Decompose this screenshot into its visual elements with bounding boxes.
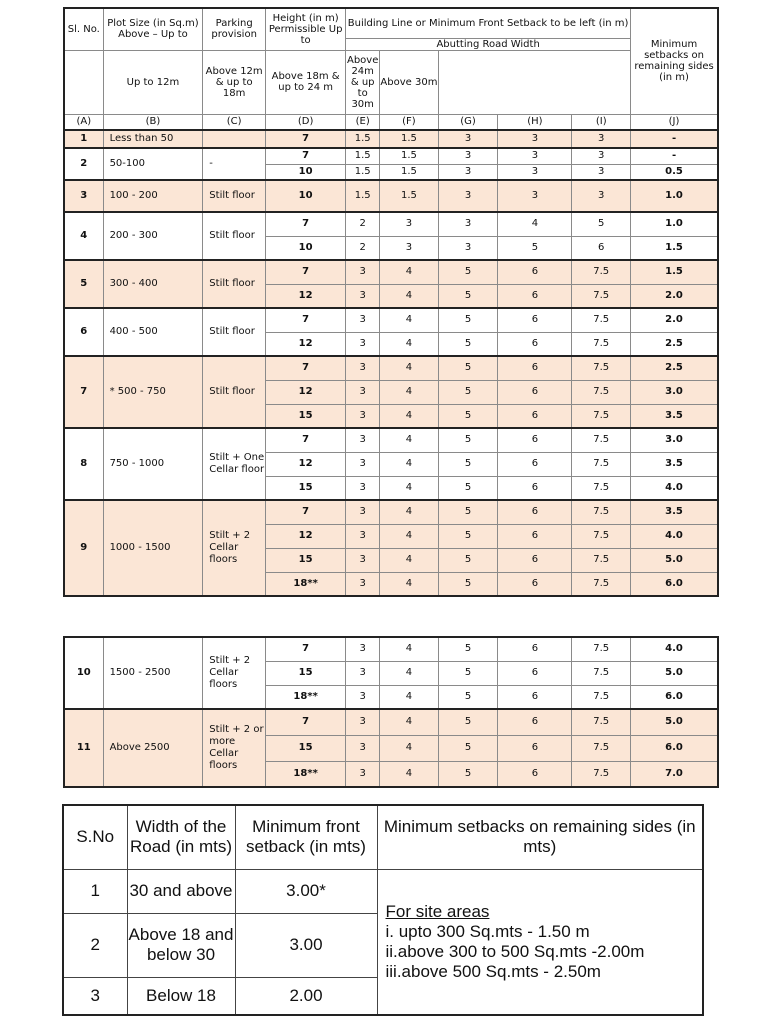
cell-front-setback: 7.5: [572, 685, 631, 709]
setback-table-continued: [63, 636, 719, 788]
cell-front-setback: 5: [572, 212, 631, 236]
cell-front-setback: 4: [380, 761, 439, 787]
row-parking: Stilt floor: [203, 212, 266, 260]
cell-front-setback: 3: [346, 524, 380, 548]
table-row: [64, 637, 718, 661]
cell-front-setback: 7.5: [572, 709, 631, 735]
cell-height: 7: [266, 428, 346, 452]
cell-min-setback: 7.0: [631, 761, 718, 787]
t3-row1-width: 30 and above: [127, 869, 235, 913]
cell-front-setback: 6: [498, 761, 572, 787]
cell-front-setback: 7.5: [572, 380, 631, 404]
cell-min-setback: 1.5: [631, 260, 718, 284]
cell-front-setback: 7.5: [572, 500, 631, 524]
cell-height: 12: [266, 332, 346, 356]
cell-min-setback: 6.0: [631, 735, 718, 761]
cell-height: 18**: [266, 685, 346, 709]
cell-front-setback: 3: [346, 356, 380, 380]
cell-min-setback: 1.5: [631, 236, 718, 260]
cell-min-setback: 3.5: [631, 452, 718, 476]
cell-front-setback: 1.5: [380, 130, 439, 148]
row-parking: Stilt floor: [203, 356, 266, 428]
cell-front-setback: 5: [438, 735, 498, 761]
t3-row1-sno: 1: [63, 869, 127, 913]
row-parking: -: [203, 148, 266, 180]
cell-front-setback: 4: [498, 212, 572, 236]
row-plot-size: 400 - 500: [103, 308, 203, 356]
cell-front-setback: 2: [346, 236, 380, 260]
cell-min-setback: 3.5: [631, 404, 718, 428]
cell-front-setback: 3: [346, 761, 380, 787]
cell-front-setback: 3: [346, 332, 380, 356]
row-plot-size: 50-100: [103, 148, 203, 180]
cell-front-setback: 6: [498, 476, 572, 500]
cell-min-setback: 4.0: [631, 476, 718, 500]
cell-front-setback: 1.5: [346, 130, 380, 148]
cell-front-setback: 4: [380, 356, 439, 380]
cell-front-setback: 5: [438, 761, 498, 787]
cell-min-setback: 6.0: [631, 685, 718, 709]
cell-front-setback: 5: [498, 236, 572, 260]
table-row: [64, 428, 718, 452]
cell-height: 15: [266, 735, 346, 761]
cell-min-setback: 2.5: [631, 356, 718, 380]
cell-front-setback: 5: [438, 428, 498, 452]
cell-front-setback: 5: [438, 380, 498, 404]
cell-front-setback: 4: [380, 637, 439, 661]
cell-front-setback: 5: [438, 524, 498, 548]
cell-height: 7: [266, 500, 346, 524]
cell-height: 18**: [266, 572, 346, 596]
header-col-e: Up to 12m: [103, 50, 203, 114]
cell-front-setback: 1.5: [346, 148, 380, 164]
cell-front-setback: 3: [346, 260, 380, 284]
cell-front-setback: 3: [498, 130, 572, 148]
cell-front-setback: 6: [498, 735, 572, 761]
cell-front-setback: 2: [346, 212, 380, 236]
column-label: (D): [266, 114, 346, 130]
cell-front-setback: 3: [346, 685, 380, 709]
cell-front-setback: 6: [498, 452, 572, 476]
cell-front-setback: 7.5: [572, 308, 631, 332]
cell-front-setback: 5: [438, 452, 498, 476]
cell-front-setback: 7.5: [572, 761, 631, 787]
cell-min-setback: 5.0: [631, 548, 718, 572]
cell-front-setback: 3: [380, 236, 439, 260]
row-plot-size: 300 - 400: [103, 260, 203, 308]
cell-front-setback: 5: [438, 404, 498, 428]
row-plot-size: 200 - 300: [103, 212, 203, 260]
t3-row2-front: 3.00: [235, 913, 377, 977]
row-parking: Stilt floor: [203, 180, 266, 212]
header-col-g: Above 18m & up to 24 m: [266, 50, 346, 114]
header-col-f: Above 12m & up to 18m: [203, 50, 266, 114]
cell-front-setback: 7.5: [572, 548, 631, 572]
table-row: [64, 356, 718, 380]
cell-front-setback: 5: [438, 284, 498, 308]
cell-front-setback: 3: [346, 404, 380, 428]
cell-front-setback: 5: [438, 685, 498, 709]
row-parking: Stilt + One Cellar floor: [203, 428, 266, 500]
column-label: (J): [631, 114, 718, 130]
note-title: For site areas: [385, 901, 490, 921]
cell-front-setback: 4: [380, 572, 439, 596]
header-min-setbacks: Minimum setbacks on remaining sides (in m): [631, 8, 718, 114]
row-serial-number: 7: [64, 356, 103, 428]
t3-row1-front: 3.00*: [235, 869, 377, 913]
cell-height: 7: [266, 212, 346, 236]
cell-height: 7: [266, 308, 346, 332]
cell-front-setback: 6: [498, 332, 572, 356]
column-label: (B): [103, 114, 203, 130]
t3-row2-sno: 2: [63, 913, 127, 977]
cell-front-setback: 3: [572, 164, 631, 180]
header-abutting-road: Abutting Road Width: [346, 38, 631, 50]
row-serial-number: 8: [64, 428, 103, 500]
cell-front-setback: 7.5: [572, 284, 631, 308]
cell-min-setback: 3.5: [631, 500, 718, 524]
cell-front-setback: 6: [498, 404, 572, 428]
cell-front-setback: 5: [438, 356, 498, 380]
cell-front-setback: 6: [498, 380, 572, 404]
cell-height: 15: [266, 548, 346, 572]
row-serial-number: 9: [64, 500, 103, 596]
cell-min-setback: -: [631, 148, 718, 164]
cell-front-setback: 4: [380, 735, 439, 761]
cell-height: 12: [266, 452, 346, 476]
cell-front-setback: 5: [438, 637, 498, 661]
row-serial-number: 2: [64, 148, 103, 180]
column-label: (F): [380, 114, 439, 130]
cell-front-setback: 6: [498, 260, 572, 284]
cell-height: 7: [266, 130, 346, 148]
cell-front-setback: 5: [438, 332, 498, 356]
column-label: (E): [346, 114, 380, 130]
cell-height: 12: [266, 524, 346, 548]
cell-front-setback: 4: [380, 524, 439, 548]
cell-front-setback: 6: [498, 356, 572, 380]
cell-front-setback: 4: [380, 284, 439, 308]
row-plot-size: Above 2500: [103, 709, 203, 787]
row-serial-number: 6: [64, 308, 103, 356]
cell-min-setback: 0.5: [631, 164, 718, 180]
cell-front-setback: 4: [380, 500, 439, 524]
row-serial-number: 11: [64, 709, 103, 787]
cell-height: 7: [266, 356, 346, 380]
cell-front-setback: 4: [380, 452, 439, 476]
table-row: [64, 709, 718, 735]
cell-front-setback: 6: [498, 500, 572, 524]
header-building-line: Building Line or Minimum Front Setback to be left (in m): [346, 8, 631, 38]
cell-front-setback: 1.5: [346, 180, 380, 212]
table-row: [64, 212, 718, 236]
cell-height: 12: [266, 380, 346, 404]
cell-min-setback: 6.0: [631, 572, 718, 596]
cell-front-setback: 3: [498, 164, 572, 180]
cell-front-setback: 4: [380, 308, 439, 332]
cell-min-setback: 5.0: [631, 661, 718, 685]
cell-front-setback: 6: [498, 524, 572, 548]
cell-height: 10: [266, 180, 346, 212]
row-parking: Stilt + 2 or more Cellar floors: [203, 709, 266, 787]
cell-front-setback: 3: [346, 661, 380, 685]
row-serial-number: 1: [64, 130, 103, 148]
table-row: [64, 148, 718, 164]
cell-min-setback: -: [631, 130, 718, 148]
cell-front-setback: 3: [346, 476, 380, 500]
row-plot-size: * 500 - 750: [103, 356, 203, 428]
column-label: (H): [498, 114, 572, 130]
t3-row3-sno: 3: [63, 977, 127, 1015]
cell-front-setback: 6: [498, 685, 572, 709]
cell-front-setback: 3: [346, 637, 380, 661]
header-plot-size: Plot Size (in Sq.m) Above – Up to: [103, 8, 203, 50]
cell-front-setback: 5: [438, 476, 498, 500]
cell-front-setback: 4: [380, 428, 439, 452]
cell-front-setback: 7.5: [572, 452, 631, 476]
t3-header-remaining: Minimum setbacks on remaining sides (in mts): [377, 805, 703, 869]
t3-header-width: Width of the Road (in mts): [127, 805, 235, 869]
table-row: [64, 260, 718, 284]
t3-row2-width: Above 18 and below 30: [127, 913, 235, 977]
header-height: Height (in m) Permissible Up to: [266, 8, 346, 50]
cell-front-setback: 7.5: [572, 356, 631, 380]
cell-front-setback: 4: [380, 709, 439, 735]
cell-height: 15: [266, 661, 346, 685]
cell-front-setback: 3: [346, 428, 380, 452]
cell-front-setback: 4: [380, 476, 439, 500]
cell-front-setback: 3: [346, 380, 380, 404]
cell-front-setback: 3: [572, 130, 631, 148]
note-line-3: iii.above 500 Sq.mts - 2.50m: [385, 961, 601, 981]
row-parking: Stilt floor: [203, 260, 266, 308]
header-col-i: Above 30m: [380, 50, 439, 114]
row-parking: Stilt floor: [203, 308, 266, 356]
row-parking: Stilt + 2 Cellar floors: [203, 637, 266, 709]
cell-min-setback: 1.0: [631, 180, 718, 212]
cell-min-setback: 4.0: [631, 524, 718, 548]
row-serial-number: 5: [64, 260, 103, 308]
cell-front-setback: 6: [572, 236, 631, 260]
header-parking: Parking provision: [203, 8, 266, 50]
cell-front-setback: 3: [346, 308, 380, 332]
cell-front-setback: 3: [498, 180, 572, 212]
cell-front-setback: 1.5: [380, 180, 439, 212]
cell-front-setback: 3: [572, 180, 631, 212]
cell-front-setback: 3: [346, 452, 380, 476]
cell-front-setback: 3: [498, 148, 572, 164]
cell-height: 7: [266, 260, 346, 284]
t3-row3-width: Below 18: [127, 977, 235, 1015]
setback-table-main: [63, 7, 719, 597]
cell-front-setback: 7.5: [572, 260, 631, 284]
cell-front-setback: 3: [346, 735, 380, 761]
cell-front-setback: 6: [498, 308, 572, 332]
cell-front-setback: 6: [498, 428, 572, 452]
cell-height: 10: [266, 236, 346, 260]
cell-front-setback: 3: [346, 548, 380, 572]
row-plot-size: Less than 50: [103, 130, 203, 148]
cell-front-setback: 4: [380, 661, 439, 685]
cell-front-setback: 6: [498, 637, 572, 661]
cell-front-setback: 3: [346, 284, 380, 308]
cell-front-setback: 3: [438, 236, 498, 260]
cell-height: 7: [266, 709, 346, 735]
column-label: (C): [203, 114, 266, 130]
cell-front-setback: 7.5: [572, 524, 631, 548]
row-plot-size: 100 - 200: [103, 180, 203, 212]
cell-min-setback: 2.0: [631, 308, 718, 332]
row-serial-number: 10: [64, 637, 103, 709]
cell-front-setback: 3: [380, 212, 439, 236]
cell-height: 12: [266, 284, 346, 308]
note-line-2: ii.above 300 to 500 Sq.mts -2.00m: [385, 941, 645, 961]
table-row: [64, 180, 718, 212]
cell-front-setback: 3: [346, 500, 380, 524]
cell-front-setback: 4: [380, 548, 439, 572]
cell-min-setback: 4.0: [631, 637, 718, 661]
cell-front-setback: 7.5: [572, 661, 631, 685]
cell-front-setback: 4: [380, 260, 439, 284]
cell-height: 18**: [266, 761, 346, 787]
row-parking: [203, 130, 266, 148]
t3-header-sno: S.No: [63, 805, 127, 869]
row-serial-number: 4: [64, 212, 103, 260]
cell-front-setback: 6: [498, 572, 572, 596]
cell-front-setback: 5: [438, 548, 498, 572]
cell-height: 15: [266, 404, 346, 428]
cell-front-setback: 3: [438, 148, 498, 164]
cell-height: 7: [266, 148, 346, 164]
t3-header-front: Minimum front setback (in mts): [235, 805, 377, 869]
cell-height: 7: [266, 637, 346, 661]
cell-front-setback: 7.5: [572, 735, 631, 761]
cell-front-setback: 6: [498, 284, 572, 308]
table-row: [64, 130, 718, 148]
cell-front-setback: 5: [438, 260, 498, 284]
cell-front-setback: 3: [346, 572, 380, 596]
cell-front-setback: 5: [438, 661, 498, 685]
row-serial-number: 3: [64, 180, 103, 212]
cell-front-setback: 3: [438, 180, 498, 212]
cell-front-setback: 1.5: [380, 148, 439, 164]
header-sl-no: Sl. No.: [64, 8, 103, 50]
row-plot-size: 1000 - 1500: [103, 500, 203, 596]
column-label: (I): [572, 114, 631, 130]
cell-min-setback: 2.0: [631, 284, 718, 308]
table-row: [64, 308, 718, 332]
table-row: [64, 500, 718, 524]
cell-front-setback: 3: [346, 709, 380, 735]
cell-front-setback: 1.5: [380, 164, 439, 180]
row-plot-size: 750 - 1000: [103, 428, 203, 500]
cell-front-setback: 7.5: [572, 428, 631, 452]
cell-front-setback: 3: [438, 130, 498, 148]
cell-front-setback: 3: [438, 164, 498, 180]
cell-min-setback: 2.5: [631, 332, 718, 356]
road-width-setback-table: [62, 804, 704, 1016]
cell-front-setback: 4: [380, 404, 439, 428]
row-parking: Stilt + 2 Cellar floors: [203, 500, 266, 596]
cell-front-setback: 5: [438, 308, 498, 332]
cell-front-setback: 7.5: [572, 404, 631, 428]
column-label: (G): [438, 114, 498, 130]
cell-front-setback: 5: [438, 572, 498, 596]
cell-front-setback: 3: [572, 148, 631, 164]
cell-front-setback: 7.5: [572, 637, 631, 661]
header-col-h: Above 24m & up to 30m: [346, 50, 380, 114]
cell-front-setback: 1.5: [346, 164, 380, 180]
cell-min-setback: 5.0: [631, 709, 718, 735]
cell-front-setback: 7.5: [572, 332, 631, 356]
cell-front-setback: 5: [438, 500, 498, 524]
column-label: (A): [64, 114, 103, 130]
cell-front-setback: 6: [498, 709, 572, 735]
cell-front-setback: 4: [380, 380, 439, 404]
note-line-1: i. upto 300 Sq.mts - 1.50 m: [385, 921, 590, 941]
cell-front-setback: 7.5: [572, 572, 631, 596]
cell-min-setback: 3.0: [631, 380, 718, 404]
t3-row3-front: 2.00: [235, 977, 377, 1015]
cell-min-setback: 1.0: [631, 212, 718, 236]
cell-front-setback: 4: [380, 332, 439, 356]
cell-front-setback: 6: [498, 548, 572, 572]
cell-front-setback: 5: [438, 709, 498, 735]
t3-remaining-note: [377, 869, 703, 1015]
cell-height: 15: [266, 476, 346, 500]
cell-front-setback: 4: [380, 685, 439, 709]
cell-front-setback: 6: [498, 661, 572, 685]
cell-front-setback: 7.5: [572, 476, 631, 500]
cell-min-setback: 3.0: [631, 428, 718, 452]
row-plot-size: 1500 - 2500: [103, 637, 203, 709]
cell-height: 10: [266, 164, 346, 180]
cell-front-setback: 3: [438, 212, 498, 236]
